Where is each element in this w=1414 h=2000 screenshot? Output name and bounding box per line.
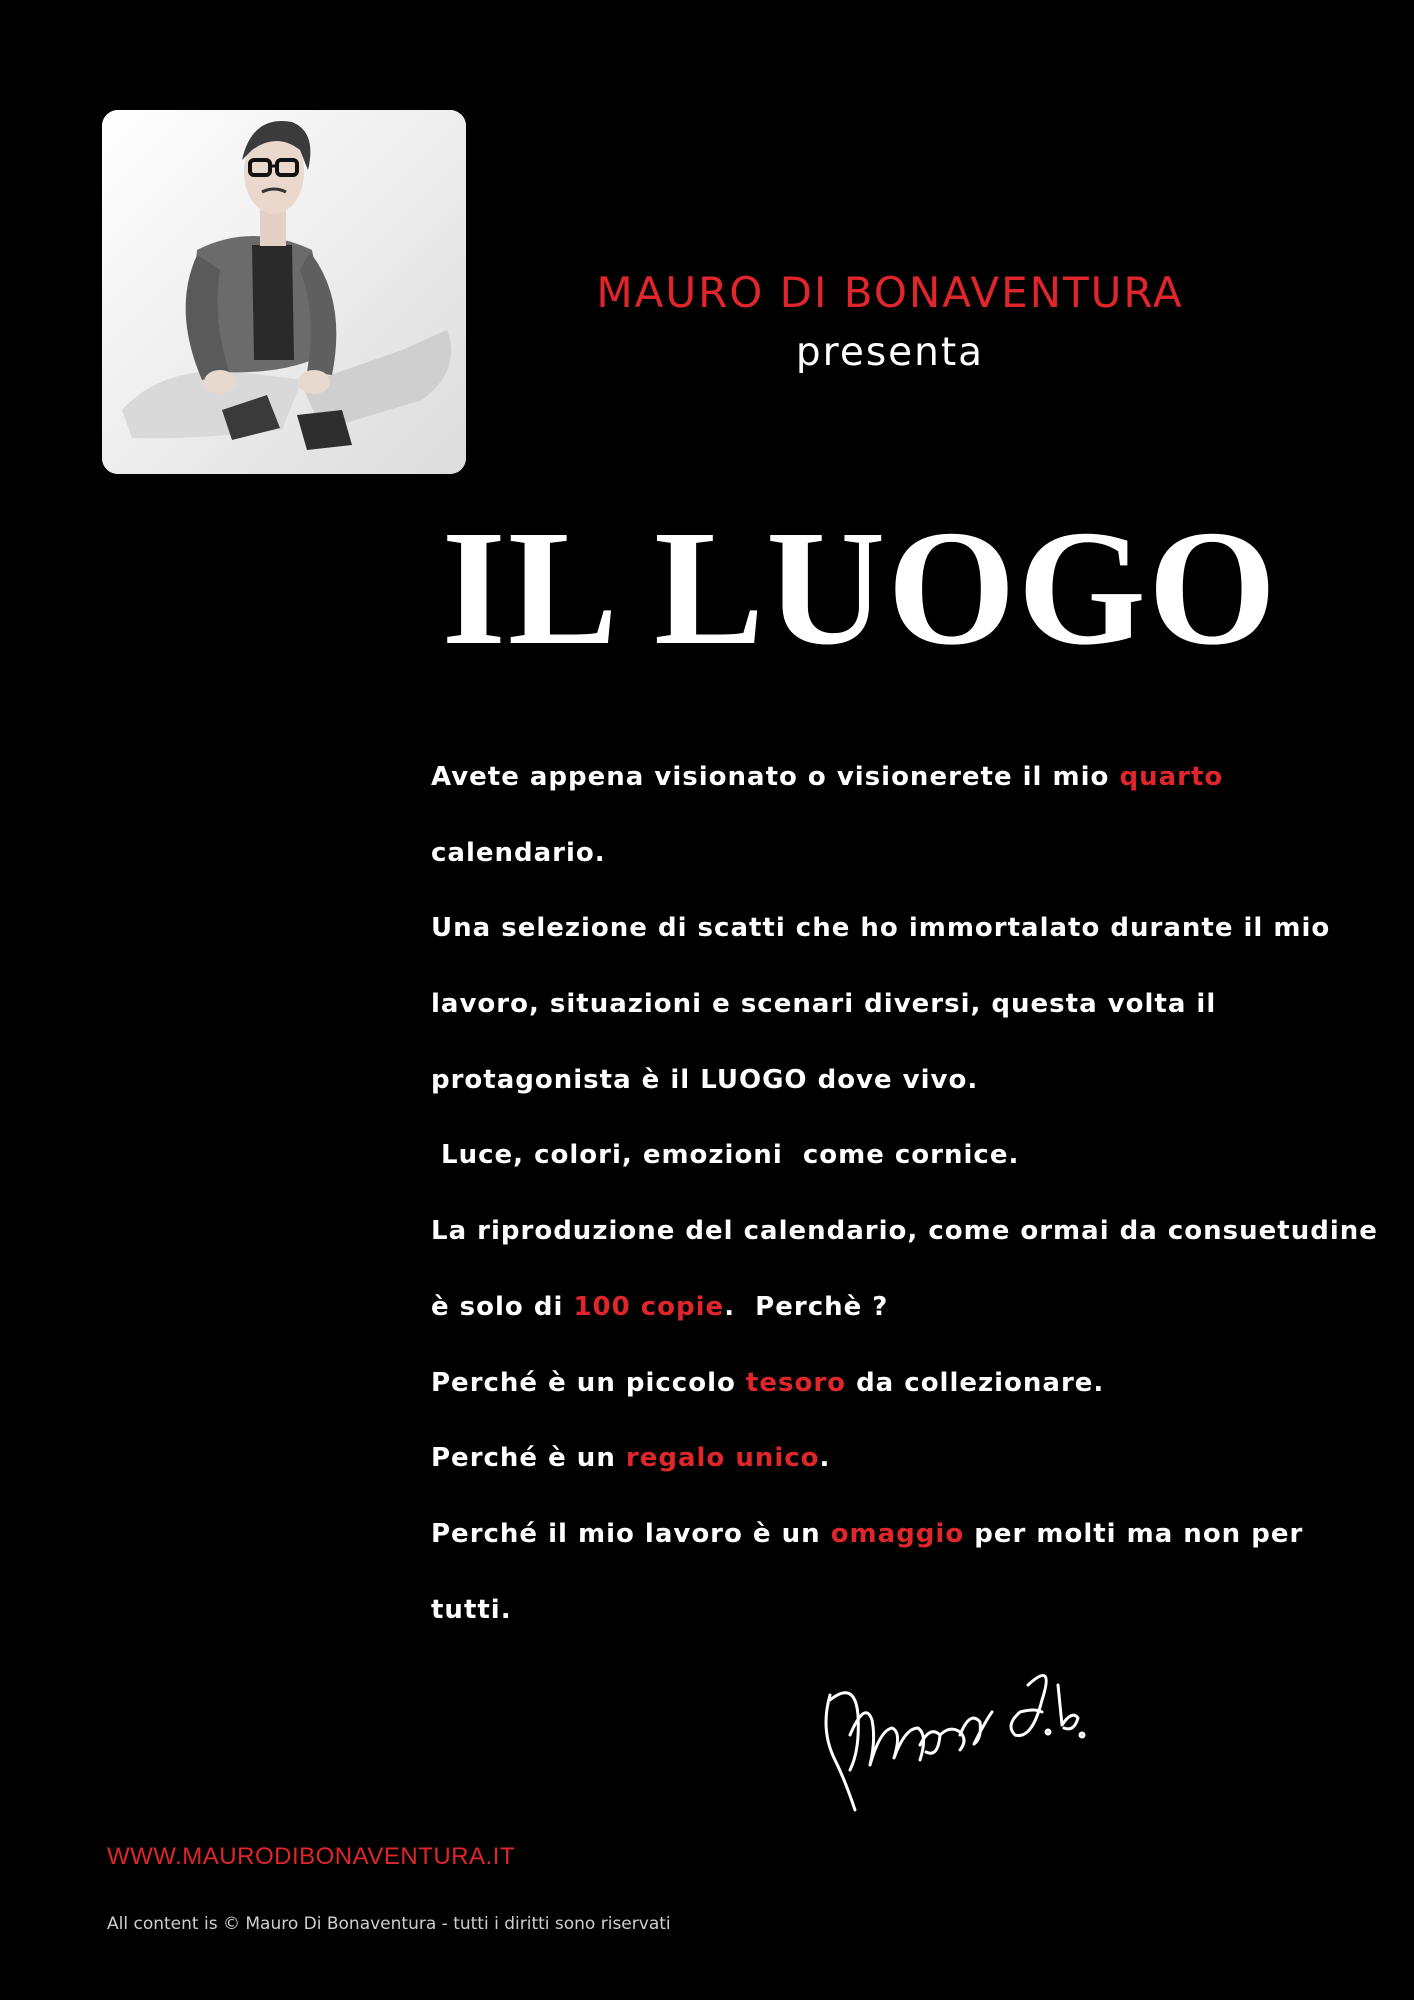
text-line — [431, 1509, 1391, 1585]
text-segment: protagonista è il LUOGO dove vivo. — [431, 1064, 979, 1095]
highlight-quarto: quarto — [1119, 762, 1224, 792]
text-line — [431, 1433, 1391, 1509]
text-segment: per molti ma non per — [964, 1518, 1304, 1549]
presents-label: presenta — [795, 330, 985, 375]
text-line — [431, 1282, 1391, 1358]
text-segment: Avete appena visionato o visionerete il mio — [431, 762, 1120, 792]
copyright-notice: All content is © Mauro Di Bonaventura - tutti i diritti sono riservati — [107, 1914, 671, 1934]
description-text — [431, 752, 1391, 1660]
text-segment: Una selezione di scatti che ho immortalato durante il mio — [431, 913, 1331, 944]
highlight-tesoro: tesoro — [745, 1367, 847, 1398]
page-title: IL LUOGO — [441, 496, 1279, 679]
text-segment: . — [819, 1443, 831, 1474]
text-segment: Perché è un — [431, 1443, 626, 1474]
author-name: MAURO DI BONAVENTURA — [596, 268, 1184, 317]
highlight-regalo-unico: regalo unico — [625, 1443, 820, 1474]
website-link[interactable]: WWW.MAURODIBONAVENTURA.IT — [107, 1843, 516, 1870]
text-line — [431, 752, 1391, 828]
text-segment: calendario. — [431, 837, 606, 868]
portrait-illustration — [102, 110, 466, 474]
signature-drawing — [810, 1640, 1090, 1820]
text-segment: . Perchè ? — [724, 1291, 889, 1322]
text-line — [431, 1130, 1391, 1206]
text-line — [431, 903, 1391, 979]
author-portrait-photo — [102, 110, 466, 474]
text-segment: Perché è un piccolo — [431, 1367, 746, 1398]
text-line — [431, 1358, 1391, 1434]
text-line — [431, 828, 1391, 904]
text-line — [431, 979, 1391, 1055]
text-segment: tutti. — [431, 1594, 512, 1625]
text-segment: Luce, colori, emozioni come cornice. — [431, 1140, 1020, 1171]
text-segment: da collezionare. — [846, 1367, 1105, 1398]
highlight-100-copie: 100 copie — [573, 1291, 725, 1322]
text-segment: è solo di — [431, 1291, 574, 1322]
text-segment: Perché il mio lavoro è un — [431, 1518, 831, 1549]
text-line — [431, 1206, 1391, 1282]
text-line — [431, 1055, 1391, 1131]
text-segment: lavoro, situazioni e scenari diversi, questa volta il — [431, 989, 1217, 1020]
handwritten-signature — [810, 1640, 1090, 1820]
highlight-omaggio: omaggio — [830, 1518, 965, 1549]
text-segment: La riproduzione del calendario, come ormai da consuetudine — [431, 1216, 1378, 1247]
